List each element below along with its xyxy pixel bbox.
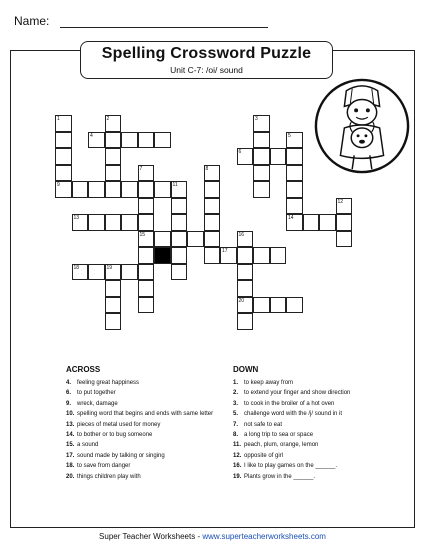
clue-number: 9. <box>66 400 72 407</box>
crossword-cell[interactable] <box>138 132 155 149</box>
crossword-cell[interactable] <box>105 115 122 132</box>
crossword-cell[interactable] <box>105 313 122 330</box>
footer-brand: Super Teacher Worksheets - <box>99 532 203 541</box>
crossword-cell[interactable] <box>237 264 254 281</box>
cell-number: 16 <box>238 231 245 238</box>
crossword-cell[interactable] <box>253 132 270 149</box>
crossword-cell[interactable] <box>270 297 287 314</box>
crossword-cell[interactable] <box>171 247 188 264</box>
crossword-cell[interactable] <box>187 231 204 248</box>
cell-number: 1 <box>57 116 60 122</box>
crossword-cell[interactable] <box>204 181 221 198</box>
clue-number: 8. <box>233 431 239 438</box>
clue-text: a long trip to sea or space <box>244 431 314 438</box>
clue-item <box>233 390 384 397</box>
cell-number: 14 <box>288 215 294 221</box>
page-title: Spelling Crossword Puzzle <box>101 45 312 62</box>
crossword-cell[interactable] <box>286 148 303 165</box>
crossword-cell[interactable] <box>286 214 303 231</box>
clue-number: 4. <box>66 380 72 386</box>
crossword-cell[interactable] <box>105 132 122 149</box>
mascot-illustration <box>313 77 411 175</box>
cell-number: 13 <box>73 215 80 221</box>
clue-item <box>233 401 384 408</box>
clue-text: I like to play games on the ______. <box>244 463 338 470</box>
cell-number: 7 <box>139 165 143 172</box>
clue-text: to bother or to bug someone <box>77 431 153 438</box>
clue-text: to cook in the broiler of a hot oven <box>244 400 335 407</box>
clue-text: challenge word with the /j/ sound in it <box>244 411 343 418</box>
crossword-cell[interactable] <box>88 214 105 231</box>
cell-number: 20 <box>238 297 245 304</box>
clue-number: 2. <box>233 390 239 397</box>
crossword-cell[interactable] <box>72 264 89 281</box>
page-subtitle: Unit C-7: /oi/ sound <box>170 65 243 75</box>
crossword-cell[interactable] <box>270 247 287 264</box>
crossword-cell[interactable] <box>171 214 188 231</box>
crossword-cell[interactable] <box>72 181 89 198</box>
crossword-cell[interactable] <box>253 115 270 132</box>
down-clues <box>233 365 384 484</box>
crossword-cell[interactable] <box>253 297 270 314</box>
clue-item <box>233 442 384 449</box>
crossword-cell[interactable] <box>105 181 122 198</box>
footer <box>0 532 425 541</box>
clue-item <box>66 453 217 460</box>
clue-text: peach, plum, orange, lemon <box>244 442 319 449</box>
footer-url[interactable]: www.superteacherworksheets.com <box>202 532 326 541</box>
clue-text: wreck, damage <box>77 400 118 407</box>
clue-item <box>66 442 217 449</box>
crossword-cell[interactable] <box>154 132 171 149</box>
crossword-cell[interactable] <box>138 198 155 215</box>
clue-item <box>66 390 217 397</box>
crossword-cell[interactable] <box>253 148 270 165</box>
crossword-cell[interactable] <box>138 280 155 297</box>
crossword-cell[interactable] <box>237 148 254 165</box>
crossword-cell[interactable] <box>171 198 188 215</box>
crossword-cell[interactable] <box>286 198 303 215</box>
clue-item <box>66 411 217 418</box>
clue-text: sound made by talking or singing <box>77 452 165 459</box>
clue-item <box>233 380 384 387</box>
clue-number: 15. <box>66 442 75 449</box>
clue-item <box>233 474 384 481</box>
crossword-cell[interactable] <box>237 231 254 248</box>
crossword-cell[interactable] <box>237 313 254 330</box>
crossword-cell[interactable] <box>105 165 122 182</box>
crossword-cell[interactable] <box>105 148 122 165</box>
crossword-cell[interactable] <box>286 165 303 182</box>
cell-number: 2 <box>106 116 110 122</box>
crossword-cell[interactable] <box>121 181 138 198</box>
clue-number: 6. <box>66 390 72 397</box>
crossword-cell[interactable] <box>88 264 105 281</box>
cell-number: 6 <box>238 149 242 155</box>
black-square <box>154 247 171 264</box>
clue-number: 7. <box>233 421 239 428</box>
cell-number: 12 <box>337 198 344 205</box>
crossword-cell[interactable] <box>171 181 188 198</box>
across-heading: ACROSS <box>66 365 101 374</box>
cell-number: 18 <box>73 264 80 271</box>
clue-item <box>233 463 384 470</box>
cell-number: 9 <box>57 182 60 188</box>
clue-number: 16. <box>233 463 242 470</box>
crossword-cell[interactable] <box>138 165 155 182</box>
clue-text: feeling great happiness <box>77 380 140 386</box>
crossword-cell[interactable] <box>88 181 105 198</box>
clue-number: 13. <box>66 421 75 428</box>
clue-item <box>233 453 384 460</box>
crossword-cell[interactable] <box>121 132 138 149</box>
clue-number: 20. <box>66 473 75 480</box>
cell-number: 4 <box>90 132 93 139</box>
clue-number: 17. <box>66 452 75 459</box>
cell-number: 8 <box>205 165 209 172</box>
crossword-cell[interactable] <box>138 264 155 281</box>
crossword-cell[interactable] <box>336 214 353 231</box>
clue-item <box>66 422 217 429</box>
clue-item <box>66 380 217 387</box>
crossword-cell[interactable] <box>55 115 72 132</box>
crossword-cell[interactable] <box>138 231 155 248</box>
crossword-cell[interactable] <box>171 231 188 248</box>
crossword-cell[interactable] <box>204 231 221 248</box>
clue-text: to save from danger <box>77 463 131 470</box>
crossword-cell[interactable] <box>121 264 138 281</box>
crossword-cell[interactable] <box>253 247 270 264</box>
crossword-cell[interactable] <box>286 181 303 198</box>
title-box <box>80 41 333 79</box>
clue-number: 19. <box>233 473 242 480</box>
crossword-cell[interactable] <box>220 247 237 264</box>
crossword-cell[interactable] <box>138 297 155 314</box>
crossword-cell[interactable] <box>72 214 89 231</box>
name-label: Name: <box>14 14 50 28</box>
crossword-cell[interactable] <box>253 181 270 198</box>
crossword-cell[interactable] <box>319 214 336 231</box>
name-line <box>60 27 268 28</box>
cell-number: 3 <box>255 116 258 122</box>
clue-number: 14. <box>66 431 75 438</box>
clue-item <box>66 432 217 439</box>
crossword-cell[interactable] <box>286 132 303 149</box>
cell-number: 19 <box>106 264 113 271</box>
crossword-cell[interactable] <box>55 132 72 149</box>
crossword-cell[interactable] <box>154 231 171 248</box>
crossword-cell[interactable] <box>270 148 287 165</box>
clue-text: to put together <box>77 390 116 397</box>
crossword-cell[interactable] <box>55 181 72 198</box>
crossword-cell[interactable] <box>171 264 188 281</box>
crossword-cell[interactable] <box>336 198 353 215</box>
cell-number: 11 <box>172 182 178 188</box>
crossword-cell[interactable] <box>336 231 353 248</box>
clue-text: not safe to eat <box>244 421 283 428</box>
cell-number: 5 <box>288 132 291 139</box>
crossword-cell[interactable] <box>253 165 270 182</box>
clue-item <box>66 474 217 481</box>
crossword-cell[interactable] <box>303 214 320 231</box>
crossword-cell[interactable] <box>154 181 171 198</box>
across-clues <box>66 365 217 484</box>
clue-text: opposite of girl <box>244 452 284 459</box>
clue-number: 10. <box>66 411 75 418</box>
clue-text: spelling word that begins and ends with same letter <box>77 411 214 418</box>
clue-text: pieces of metal used for money <box>77 421 161 428</box>
crossword-cell[interactable] <box>55 148 72 165</box>
crossword-cell[interactable] <box>138 181 155 198</box>
clue-text: a sound <box>77 442 99 449</box>
clue-number: 18. <box>66 463 75 470</box>
crossword-cell[interactable] <box>204 247 221 264</box>
crossword-cell[interactable] <box>286 297 303 314</box>
down-heading: DOWN <box>233 365 259 374</box>
clue-item <box>233 432 384 439</box>
cell-number: 15 <box>139 231 146 238</box>
clue-text: to extend your finger and show direction <box>244 390 351 397</box>
crossword-cell[interactable] <box>237 280 254 297</box>
crossword-cell[interactable] <box>105 297 122 314</box>
clue-text: things children play with <box>77 473 141 480</box>
crossword-cell[interactable] <box>121 214 138 231</box>
clue-item <box>233 411 384 418</box>
clue-number: 3. <box>233 400 239 407</box>
clue-item <box>233 422 384 429</box>
clue-item <box>66 401 217 408</box>
crossword-cell[interactable] <box>237 297 254 314</box>
crossword-cell[interactable] <box>105 214 122 231</box>
crossword-cell[interactable] <box>88 132 105 149</box>
crossword-cell[interactable] <box>138 247 155 264</box>
clue-number: 12. <box>233 452 242 459</box>
crossword-cell[interactable] <box>237 247 254 264</box>
clue-number: 1. <box>233 380 239 386</box>
clue-text: Plants grow in the ______. <box>244 473 316 480</box>
crossword-cell[interactable] <box>105 280 122 297</box>
crossword-cell[interactable] <box>105 264 122 281</box>
clue-number: 11. <box>233 442 242 449</box>
crossword-cell[interactable] <box>138 214 155 231</box>
clue-item <box>66 463 217 470</box>
cell-number: 17 <box>222 248 228 254</box>
clue-number: 5. <box>233 411 239 418</box>
crossword-cell[interactable] <box>55 165 72 182</box>
clue-text: to keep away from <box>244 380 294 386</box>
crossword-cell[interactable] <box>204 214 221 231</box>
crossword-cell[interactable] <box>204 198 221 215</box>
crossword-cell[interactable] <box>204 165 221 182</box>
